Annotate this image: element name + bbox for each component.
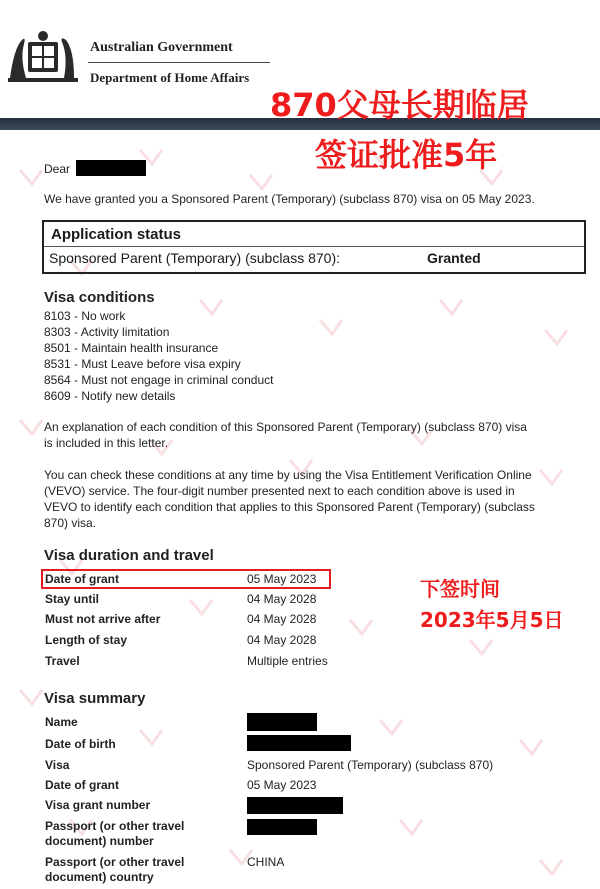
summary-label-grant-date: Date of grant xyxy=(45,778,120,792)
summary-value-visa: Sponsored Parent (Temporary) (subclass 870) xyxy=(247,758,494,772)
vevo-paragraph-line3: VEVO to identify each condition that applies to this Sponsored Parent (Temporary) (subclass xyxy=(44,500,535,514)
duration-label: Must not arrive after xyxy=(45,612,161,626)
duration-value: 04 May 2028 xyxy=(247,592,317,606)
summary-value-grant-date: 05 May 2023 xyxy=(247,778,317,792)
status-heading: Application status xyxy=(51,226,182,243)
duration-value: 04 May 2028 xyxy=(247,633,317,647)
grant-date-note-line2: 2023年5月5日 xyxy=(420,608,564,632)
salutation: Dear xyxy=(44,162,71,176)
redacted-name-value xyxy=(247,713,317,731)
status-visa: Sponsored Parent (Temporary) (subclass 870): xyxy=(49,250,341,266)
condition-item: 8609 - Notify new details xyxy=(44,389,176,403)
summary-heading: Visa summary xyxy=(44,690,146,707)
duration-heading: Visa duration and travel xyxy=(44,547,214,564)
redacted-dob-value xyxy=(247,735,351,751)
grant-intro: We have granted you a Sponsored Parent (Temporary) (subclass 870) visa on 05 May 2023. xyxy=(44,192,535,206)
grant-date-note-line1: 下签时间 xyxy=(420,577,500,601)
summary-label-visa: Visa xyxy=(45,758,70,772)
duration-label: Travel xyxy=(45,654,80,668)
explanation-paragraph-line2: is included in this letter. xyxy=(44,436,169,450)
duration-value: Multiple entries xyxy=(247,654,328,668)
application-status-box xyxy=(42,220,586,274)
department-name: Department of Home Affairs xyxy=(90,70,250,85)
condition-item: 8303 - Activity limitation xyxy=(44,325,170,339)
duration-label: Stay until xyxy=(45,592,100,606)
condition-item: 8103 - No work xyxy=(44,309,126,323)
government-name: Australian Government xyxy=(90,40,233,55)
explanation-paragraph-line1: An explanation of each condition of this Sponsored Parent (Temporary) (subclass 870) visa xyxy=(44,420,527,434)
coat-of-arms-logo xyxy=(4,28,82,86)
summary-value-passport-country: CHINA xyxy=(247,855,285,869)
vevo-paragraph-line1: You can check these conditions at any time by using the Visa Entitlement Verification Online xyxy=(44,468,532,482)
header-rule xyxy=(88,62,270,63)
summary-label-dob: Date of birth xyxy=(45,737,116,751)
summary-label-passport-number-l2: document) number xyxy=(45,834,154,848)
redacted-name xyxy=(76,160,146,176)
status-value: Granted xyxy=(427,250,481,266)
summary-label-passport-country-l1: Passport (or other travel xyxy=(45,855,185,869)
summary-label-passport-country-l2: document) country xyxy=(45,870,154,884)
conditions-heading: Visa conditions xyxy=(44,289,155,306)
redacted-passport-number xyxy=(247,819,317,835)
vevo-paragraph-line2: (VEVO) service. The four-digit number presented next to each condition above is used in xyxy=(44,484,515,498)
condition-item: 8564 - Must not engage in criminal conduct xyxy=(44,373,274,387)
summary-label-name: Name xyxy=(45,715,78,729)
status-divider xyxy=(44,246,584,247)
redacted-grant-number xyxy=(247,797,343,814)
overlay-caption-line2: 签证批准5年 xyxy=(315,136,498,174)
duration-label: Date of grant xyxy=(45,572,120,586)
summary-label-grant-number: Visa grant number xyxy=(45,798,151,812)
condition-item: 8501 - Maintain health insurance xyxy=(44,341,219,355)
duration-label: Length of stay xyxy=(45,633,128,647)
vevo-paragraph-line4: 870) visa. xyxy=(44,516,97,530)
overlay-caption-line1: 870父母长期临居 xyxy=(270,86,529,124)
duration-value: 04 May 2028 xyxy=(247,612,317,626)
duration-value: 05 May 2023 xyxy=(247,572,317,586)
summary-label-passport-number-l1: Passport (or other travel xyxy=(45,819,185,833)
condition-item: 8531 - Must Leave before visa expiry xyxy=(44,357,241,371)
